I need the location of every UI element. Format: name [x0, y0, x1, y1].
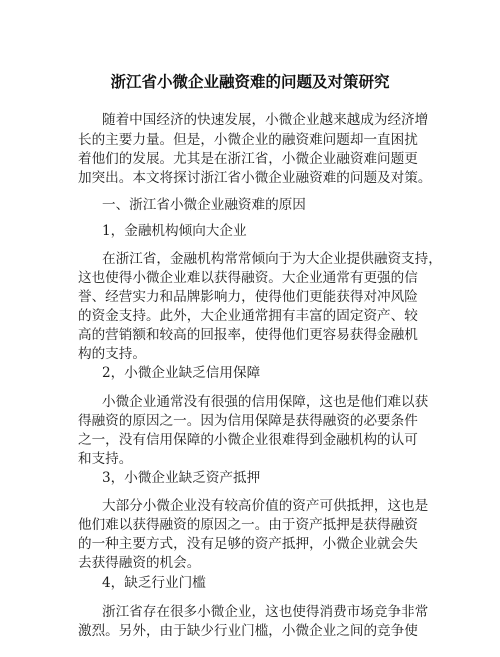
intro-line-3: 着他们的发展。尤其是在浙江省，小微企业融资难问题更: [78, 151, 418, 167]
intro-line-1: 随着中国经济的快速发展，小微企业越来越成为经济增: [102, 112, 429, 128]
intro-line-4: 加突出。本文将探讨浙江省小微企业融资难的问题及对策。: [78, 170, 432, 186]
sub1-line-4: 的资金支持。此外，大企业通常拥有丰富的固定资产、较: [78, 308, 418, 324]
sub2-line-1: 小微企业通常没有很强的信用保障，这也是他们难以获: [102, 394, 429, 410]
sub1-line-1: 在浙江省，金融机构常常倾向于为大企业提供融资支持，: [102, 251, 442, 267]
sub1-line-3: 誉、经营实力和品牌影响力，使得他们更能获得对冲风险: [78, 289, 418, 305]
sub2-line-3: 之一，没有信用保障的小微企业很难得到金融机构的认可: [78, 432, 418, 448]
sub3-line-4: 去获得融资的机会。: [78, 555, 201, 571]
sub1-line-2: 这也使得小微企业难以获得融资。大企业通常有更强的信: [78, 270, 418, 286]
intro-line-2: 长的主要力量。但是，小微企业的融资难问题却一直困扰: [78, 132, 418, 148]
section-heading-1: 一、浙江省小微企业融资难的原因: [102, 197, 306, 213]
sub4-line-1: 浙江省存在很多小微企业，这也使得消费市场竞争非常: [102, 604, 429, 620]
subheading-1: 1，金融机构倾向大企业: [102, 223, 247, 239]
sub3-line-1: 大部分小微企业没有较高价值的资产可供抵押，这也是: [102, 498, 429, 514]
sub2-line-2: 得融资的原因之一。因为信用保障是获得融资的必要条件: [78, 413, 418, 429]
subheading-4: 4，缺乏行业门槛: [102, 575, 206, 591]
sub1-line-6: 构的支持。: [78, 346, 146, 362]
sub1-line-5: 高的营销额和较高的回报率，使得他们更容易获得金融机: [78, 327, 418, 343]
sub4-line-2: 激烈。另外，由于缺少行业门槛，小微企业之间的竞争使: [78, 623, 418, 639]
subheading-2: 2，小微企业缺乏信用保障: [102, 365, 261, 381]
document-title: 浙江省小微企业融资难的问题及对策研究: [110, 73, 390, 91]
sub3-line-2: 他们难以获得融资的原因之一。由于资产抵押是获得融资: [78, 517, 418, 533]
sub2-line-4: 和支持。: [78, 451, 133, 467]
subheading-3: 3，小微企业缺乏资产抵押: [102, 470, 261, 486]
sub3-line-3: 的一种主要方式，没有足够的资产抵押，小微企业就会失: [78, 536, 418, 552]
